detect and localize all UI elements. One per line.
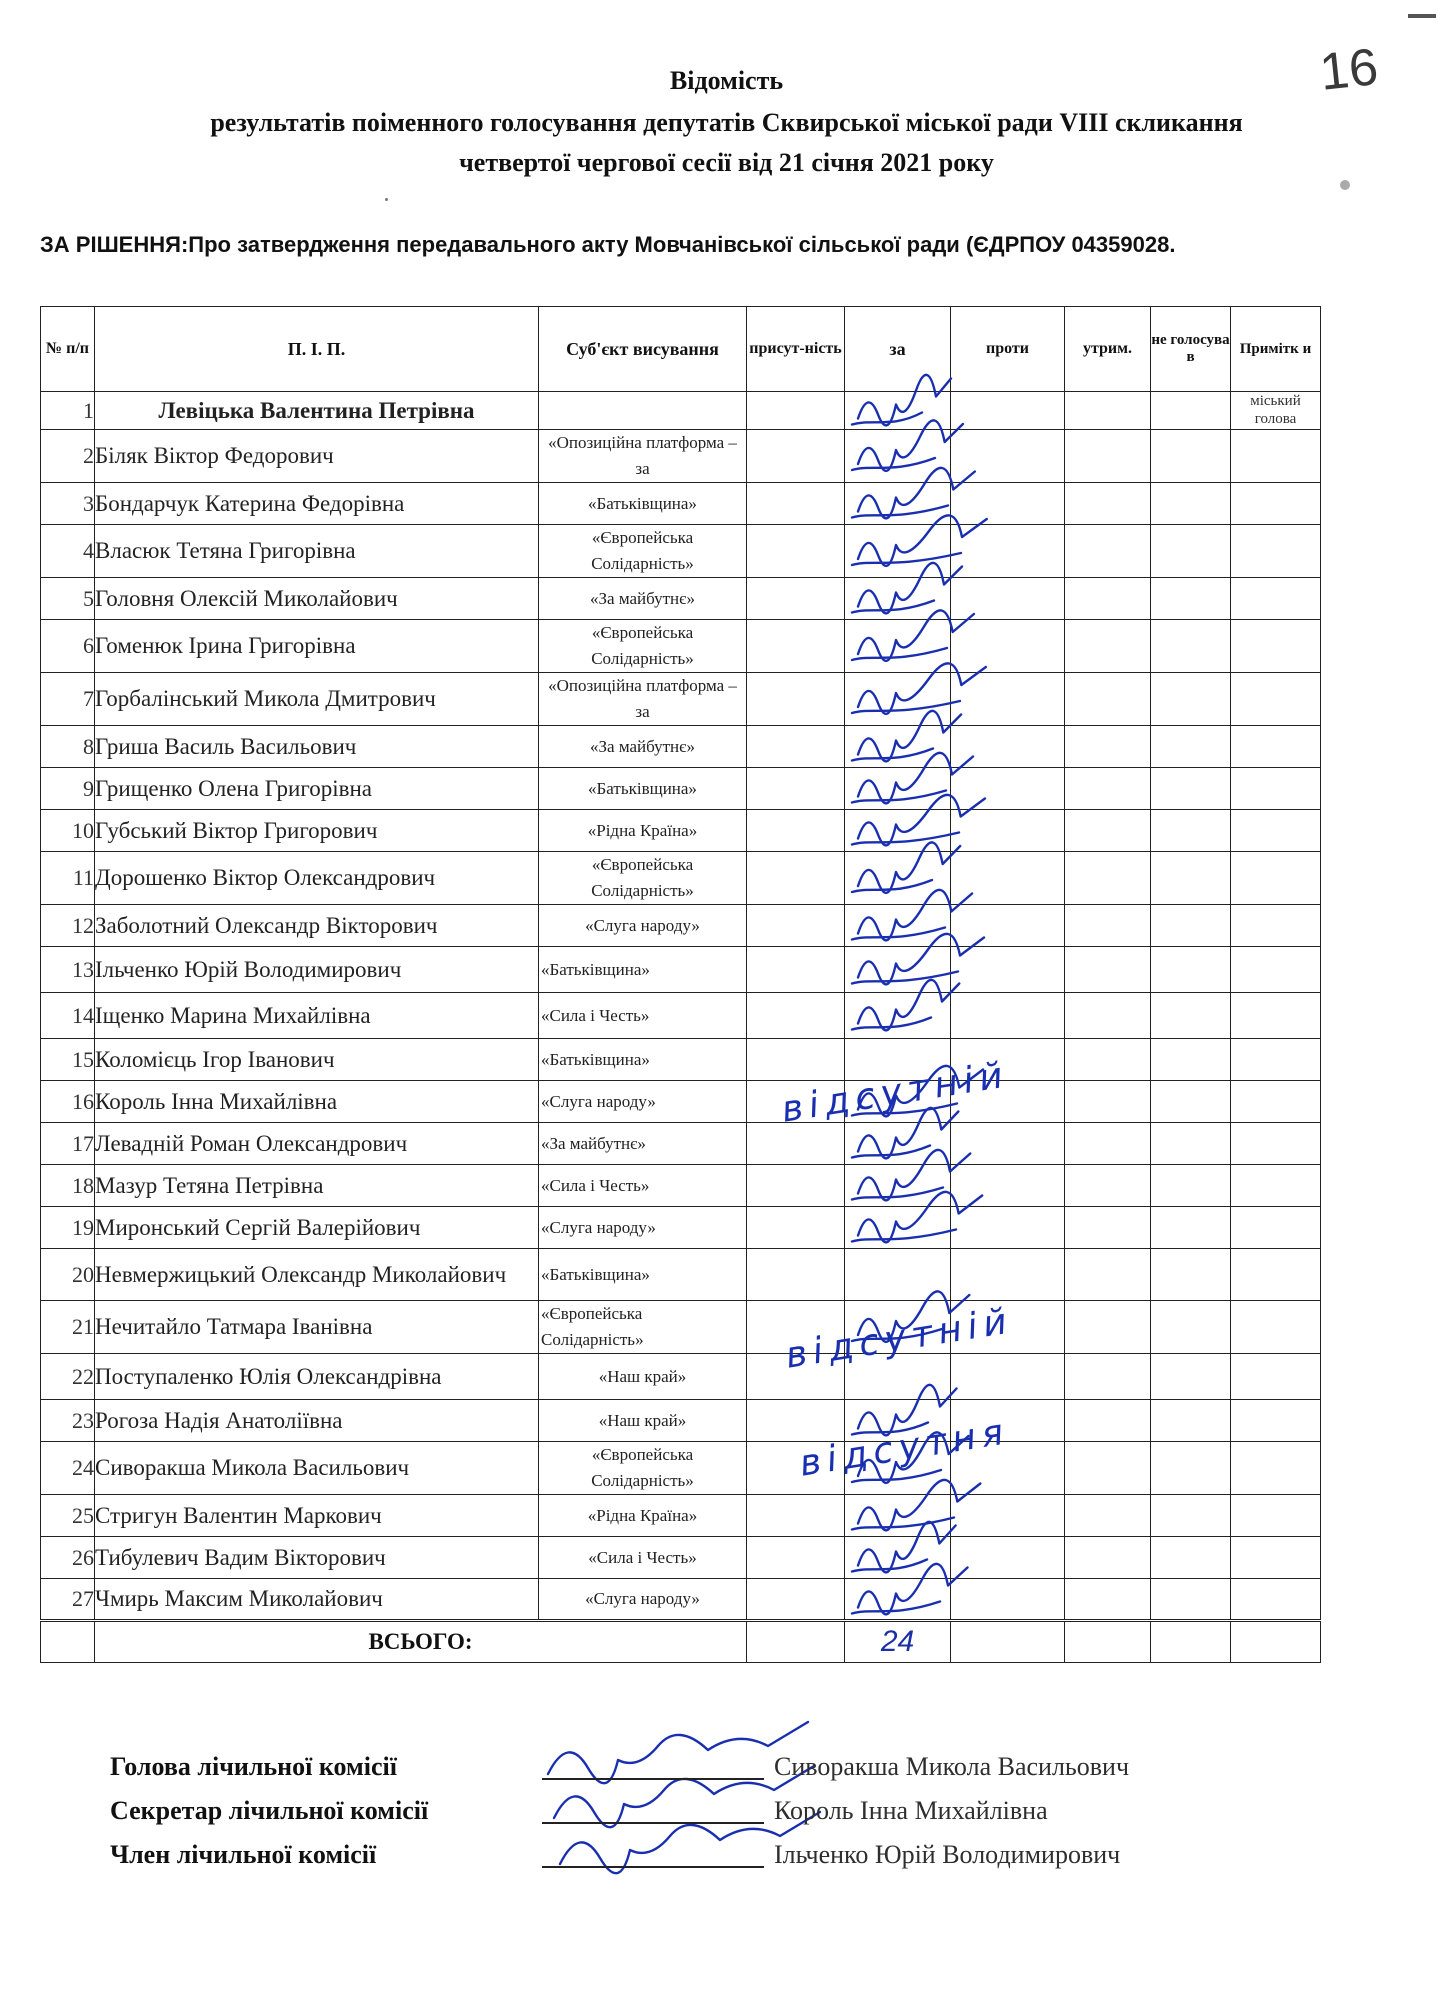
- row-number: 25: [41, 1495, 95, 1537]
- cell-not-voted: [1151, 993, 1231, 1039]
- cell-for: [845, 673, 951, 726]
- cell-present: [747, 1579, 845, 1621]
- cell-note: [1231, 768, 1321, 810]
- table-row: [41, 392, 1321, 430]
- total-label: ВСЬОГО:: [95, 1621, 747, 1663]
- total-row: [41, 1621, 1321, 1663]
- cell-against: [951, 620, 1065, 673]
- cell-note: міський голова: [1231, 392, 1321, 430]
- deputy-name: Заболотний Олександр Вікторович: [95, 905, 539, 947]
- cell-abstain: [1065, 1579, 1151, 1621]
- deputy-name: Нечитайло Татмара Іванівна: [95, 1301, 539, 1354]
- cell-note: [1231, 483, 1321, 525]
- cell-not-voted: [1151, 1537, 1231, 1579]
- nominating-party: «Батьківщина»: [539, 768, 747, 810]
- cell-present: [747, 620, 845, 673]
- cell-for: [845, 1123, 951, 1165]
- row-number: 3: [41, 483, 95, 525]
- deputy-name: Рогоза Надія Анатоліївна: [95, 1400, 539, 1442]
- cell-not-voted: [1151, 1442, 1231, 1495]
- document-subtitle: результатів поіменного голосування депутатів Сквирської міської ради VIII скликання: [210, 108, 1243, 137]
- row-number: 16: [41, 1081, 95, 1123]
- cell-present: [747, 1207, 845, 1249]
- cell-abstain: [1065, 768, 1151, 810]
- cell-abstain: [1065, 1081, 1151, 1123]
- commission-row: [110, 1796, 1410, 1838]
- cell-against: [951, 430, 1065, 483]
- deputy-name: Горбалінський Микола Дмитрович: [95, 673, 539, 726]
- table-row: [41, 810, 1321, 852]
- nominating-party: «Наш край»: [539, 1400, 747, 1442]
- table-row: [41, 1165, 1321, 1207]
- cell-abstain: [1065, 1442, 1151, 1495]
- cell-note: [1231, 1249, 1321, 1301]
- cell-abstain: [1065, 1123, 1151, 1165]
- header-name: П. І. П.: [95, 307, 539, 392]
- deputy-name: Гриша Василь Васильович: [95, 726, 539, 768]
- nominating-party: «Слуга народу»: [539, 1207, 747, 1249]
- cell-against: [951, 1354, 1065, 1400]
- cell-abstain: [1065, 1537, 1151, 1579]
- cell-note: [1231, 852, 1321, 905]
- header-against: проти: [951, 307, 1065, 392]
- deputy-name: Головня Олексій Миколайович: [95, 578, 539, 620]
- cell-note: [1231, 1537, 1321, 1579]
- total-for: 24: [845, 1621, 951, 1663]
- cell-for: [845, 905, 951, 947]
- cell-for: [845, 578, 951, 620]
- cell-note: [1231, 726, 1321, 768]
- cell-for: [845, 1537, 951, 1579]
- nominating-party: «Слуга народу»: [539, 1081, 747, 1123]
- table-header-row: [41, 307, 1321, 392]
- deputy-name: Тибулевич Вадим Вікторович: [95, 1537, 539, 1579]
- cell-abstain: [1065, 392, 1151, 430]
- commission-member-name: Король Інна Михайлівна: [774, 1796, 1048, 1825]
- total-not-voted: [1151, 1621, 1231, 1663]
- cell-for: [845, 768, 951, 810]
- cell-against: [951, 525, 1065, 578]
- cell-not-voted: [1151, 905, 1231, 947]
- deputy-name: Іщенко Марина Михайлівна: [95, 993, 539, 1039]
- header-party: Суб'єкт висування: [539, 307, 747, 392]
- header-num: № п/п: [41, 307, 95, 392]
- header-for: за: [845, 307, 951, 392]
- cell-not-voted: [1151, 430, 1231, 483]
- row-number: 27: [41, 1579, 95, 1621]
- cell-not-voted: [1151, 1039, 1231, 1081]
- cell-not-voted: [1151, 1207, 1231, 1249]
- table-row: [41, 1537, 1321, 1579]
- table-row: [41, 905, 1321, 947]
- total-against: [951, 1621, 1065, 1663]
- cell-against: [951, 673, 1065, 726]
- cell-abstain: [1065, 1249, 1151, 1301]
- cell-against: [951, 1123, 1065, 1165]
- deputy-name: Гоменюк Ірина Григорівна: [95, 620, 539, 673]
- cell-against: [951, 726, 1065, 768]
- cell-abstain: [1065, 1039, 1151, 1081]
- row-number: 7: [41, 673, 95, 726]
- deputy-name: Левадній Роман Олександрович: [95, 1123, 539, 1165]
- decision-text: ЗА РІШЕННЯ:Про затвердження передавального акту Мовчанівської сільської ради (ЄДРПОУ 04359028.: [40, 232, 1176, 257]
- nominating-party: «Рідна Країна»: [539, 1495, 747, 1537]
- row-number: 6: [41, 620, 95, 673]
- cell-note: [1231, 1123, 1321, 1165]
- row-number: 4: [41, 525, 95, 578]
- cell-against: [951, 947, 1065, 993]
- signature-line: [542, 1840, 764, 1868]
- cell-not-voted: [1151, 1301, 1231, 1354]
- cell-abstain: [1065, 947, 1151, 993]
- row-number: 11: [41, 852, 95, 905]
- cell-note: [1231, 1495, 1321, 1537]
- cell-against: [951, 578, 1065, 620]
- row-number: 2: [41, 430, 95, 483]
- header-present: присут-ність: [747, 307, 845, 392]
- cell-against: [951, 1495, 1065, 1537]
- cell-for: [845, 810, 951, 852]
- cell-not-voted: [1151, 392, 1231, 430]
- cell-note: [1231, 1301, 1321, 1354]
- commission-row: [110, 1840, 1410, 1882]
- deputy-name: Мазур Тетяна Петрівна: [95, 1165, 539, 1207]
- table-row: [41, 947, 1321, 993]
- cell-note: [1231, 578, 1321, 620]
- nominating-party: «Батьківщина»: [539, 1249, 747, 1301]
- cell-present: [747, 1537, 845, 1579]
- table-row: [41, 430, 1321, 483]
- nominating-party: «Слуга народу»: [539, 1579, 747, 1621]
- nominating-party: «Європейська Солідарність»: [539, 525, 747, 578]
- cell-present: [747, 1165, 845, 1207]
- cell-present: [747, 392, 845, 430]
- cell-note: [1231, 1039, 1321, 1081]
- cell-note: [1231, 1442, 1321, 1495]
- nominating-party: «Опозиційна платформа – за: [539, 430, 747, 483]
- cell-abstain: [1065, 525, 1151, 578]
- row-number: 17: [41, 1123, 95, 1165]
- cell-not-voted: [1151, 1400, 1231, 1442]
- row-number: 13: [41, 947, 95, 993]
- nominating-party: «Батьківщина»: [539, 1039, 747, 1081]
- cell-not-voted: [1151, 1123, 1231, 1165]
- cell-not-voted: [1151, 726, 1231, 768]
- commission-member-name: Сиворакша Микола Васильович: [774, 1752, 1130, 1781]
- cell-note: [1231, 905, 1321, 947]
- nominating-party: «Європейська Солідарність»: [539, 620, 747, 673]
- table-row: [41, 768, 1321, 810]
- cell-not-voted: [1151, 578, 1231, 620]
- cell-for: [845, 1207, 951, 1249]
- cell-against: [951, 1165, 1065, 1207]
- cell-abstain: [1065, 578, 1151, 620]
- nominating-party: «Слуга народу»: [539, 905, 747, 947]
- cell-note: [1231, 620, 1321, 673]
- cell-for: [845, 525, 951, 578]
- cell-present: [747, 810, 845, 852]
- absent-note-20: відсутній: [782, 1300, 1016, 1377]
- cell-note: [1231, 673, 1321, 726]
- cell-against: [951, 768, 1065, 810]
- cell-present: [747, 430, 845, 483]
- nominating-party: «За майбутнє»: [539, 1123, 747, 1165]
- cell-present: [747, 673, 845, 726]
- cell-present: [747, 993, 845, 1039]
- total-note: [1231, 1621, 1321, 1663]
- cell-abstain: [1065, 430, 1151, 483]
- row-number: 26: [41, 1537, 95, 1579]
- deputy-name: Стригун Валентин Маркович: [95, 1495, 539, 1537]
- total-num: [41, 1621, 95, 1663]
- row-number: 5: [41, 578, 95, 620]
- deputy-name: Король Інна Михайлівна: [95, 1081, 539, 1123]
- nominating-party: «Батьківщина»: [539, 483, 747, 525]
- total-present: [747, 1621, 845, 1663]
- row-number: 15: [41, 1039, 95, 1081]
- table-row: [41, 483, 1321, 525]
- cell-abstain: [1065, 1165, 1151, 1207]
- cell-abstain: [1065, 726, 1151, 768]
- row-number: 23: [41, 1400, 95, 1442]
- table-row: [41, 578, 1321, 620]
- nominating-party: «Наш край»: [539, 1354, 747, 1400]
- cell-for: [845, 1495, 951, 1537]
- cell-not-voted: [1151, 1081, 1231, 1123]
- absent-note-22: відсутня: [796, 1411, 1012, 1485]
- cell-for: [845, 993, 951, 1039]
- row-number: 21: [41, 1301, 95, 1354]
- cell-against: [951, 483, 1065, 525]
- cell-abstain: [1065, 1400, 1151, 1442]
- cell-present: [747, 483, 845, 525]
- deputy-name: Дорошенко Віктор Олександрович: [95, 852, 539, 905]
- cell-abstain: [1065, 993, 1151, 1039]
- nominating-party: «Опозиційна платформа – за: [539, 673, 747, 726]
- cell-not-voted: [1151, 1579, 1231, 1621]
- commission-role: Секретар лічильної комісії: [110, 1796, 429, 1825]
- deputy-name: Чмирь Максим Миколайович: [95, 1579, 539, 1621]
- page-number: 16: [1317, 38, 1381, 102]
- cell-for: [845, 620, 951, 673]
- table-row: [41, 1495, 1321, 1537]
- cell-abstain: [1065, 673, 1151, 726]
- cell-note: [1231, 993, 1321, 1039]
- cell-present: [747, 947, 845, 993]
- cell-present: [747, 726, 845, 768]
- cell-abstain: [1065, 905, 1151, 947]
- cell-not-voted: [1151, 1495, 1231, 1537]
- row-number: 9: [41, 768, 95, 810]
- cell-abstain: [1065, 1207, 1151, 1249]
- cell-for: [845, 852, 951, 905]
- table-row: [41, 1579, 1321, 1621]
- cell-against: [951, 392, 1065, 430]
- table-row: [41, 993, 1321, 1039]
- cell-note: [1231, 810, 1321, 852]
- cell-abstain: [1065, 620, 1151, 673]
- table-row: [41, 1249, 1321, 1301]
- cell-against: [951, 1249, 1065, 1301]
- cell-not-voted: [1151, 620, 1231, 673]
- table-row: [41, 852, 1321, 905]
- absent-note-15: відсутній: [778, 1054, 1012, 1131]
- cell-for: [845, 726, 951, 768]
- cell-note: [1231, 1081, 1321, 1123]
- table-row: [41, 1442, 1321, 1495]
- cell-note: [1231, 1207, 1321, 1249]
- deputy-name: Левіцька Валентина Петрівна: [95, 392, 539, 430]
- cell-for: [845, 483, 951, 525]
- header-notes: Примітк и: [1231, 307, 1321, 392]
- deputy-name: Сиворакша Микола Васильович: [95, 1442, 539, 1495]
- voting-table: [40, 306, 1321, 1663]
- cell-present: [747, 905, 845, 947]
- nominating-party: «Європейська Солідарність»: [539, 1301, 747, 1354]
- signature-line: [542, 1752, 764, 1780]
- nominating-party: «Сила і Честь»: [539, 993, 747, 1039]
- cell-not-voted: [1151, 947, 1231, 993]
- cell-for: [845, 1165, 951, 1207]
- cell-not-voted: [1151, 1165, 1231, 1207]
- cell-against: [951, 1207, 1065, 1249]
- cell-present: [747, 852, 845, 905]
- cell-not-voted: [1151, 810, 1231, 852]
- cell-not-voted: [1151, 1354, 1231, 1400]
- deputy-name: Губський Віктор Григорович: [95, 810, 539, 852]
- deputy-name: Біляк Віктор Федорович: [95, 430, 539, 483]
- nominating-party: «Сила і Честь»: [539, 1537, 747, 1579]
- table-row: [41, 525, 1321, 578]
- total-abstain: [1065, 1621, 1151, 1663]
- deputy-name: Грищенко Олена Григорівна: [95, 768, 539, 810]
- row-number: 12: [41, 905, 95, 947]
- cell-present: [747, 1495, 845, 1537]
- cell-note: [1231, 947, 1321, 993]
- header-not-voted: не голосува в: [1151, 307, 1231, 392]
- commission-role: Член лічильної комісії: [110, 1840, 377, 1869]
- commission-row: [110, 1752, 1410, 1794]
- table-row: [41, 1039, 1321, 1081]
- cell-note: [1231, 430, 1321, 483]
- cell-present: [747, 525, 845, 578]
- cell-against: [951, 1537, 1065, 1579]
- row-number: 1: [41, 392, 95, 430]
- nominating-party: «За майбутнє»: [539, 726, 747, 768]
- cell-abstain: [1065, 483, 1151, 525]
- cell-abstain: [1065, 1354, 1151, 1400]
- cell-against: [951, 810, 1065, 852]
- table-row: [41, 726, 1321, 768]
- cell-not-voted: [1151, 525, 1231, 578]
- corner-mark: [1408, 14, 1436, 18]
- cell-for: [845, 1579, 951, 1621]
- cell-not-voted: [1151, 1249, 1231, 1301]
- row-number: 24: [41, 1442, 95, 1495]
- row-number: 14: [41, 993, 95, 1039]
- deputy-name: Коломієць Ігор Іванович: [95, 1039, 539, 1081]
- row-number: 20: [41, 1249, 95, 1301]
- row-number: 8: [41, 726, 95, 768]
- cell-not-voted: [1151, 673, 1231, 726]
- cell-against: [951, 852, 1065, 905]
- deputy-name: Миронський Сергій Валерійович: [95, 1207, 539, 1249]
- deputy-name: Бондарчук Катерина Федорівна: [95, 483, 539, 525]
- deputy-name: Власюк Тетяна Григорівна: [95, 525, 539, 578]
- cell-against: [951, 905, 1065, 947]
- cell-present: [747, 1249, 845, 1301]
- table-row: [41, 1081, 1321, 1123]
- table-row: [41, 1354, 1321, 1400]
- cell-present: [747, 768, 845, 810]
- row-number: 18: [41, 1165, 95, 1207]
- nominating-party: «Європейська Солідарність»: [539, 852, 747, 905]
- nominating-party: «Рідна Країна»: [539, 810, 747, 852]
- scan-speck: [385, 198, 388, 201]
- nominating-party: «Батьківщина»: [539, 947, 747, 993]
- cell-for: [845, 430, 951, 483]
- signature-line: [542, 1796, 764, 1824]
- session-date: четвертої чергової сесії від 21 січня 2021 року: [459, 148, 994, 177]
- cell-against: [951, 1579, 1065, 1621]
- table-row: [41, 1123, 1321, 1165]
- cell-note: [1231, 1354, 1321, 1400]
- row-number: 19: [41, 1207, 95, 1249]
- cell-for: [845, 1249, 951, 1301]
- cell-abstain: [1065, 1495, 1151, 1537]
- nominating-party: «Європейська Солідарність»: [539, 1442, 747, 1495]
- commission-role: Голова лічильної комісії: [110, 1752, 397, 1781]
- cell-against: [951, 993, 1065, 1039]
- table-row: [41, 1400, 1321, 1442]
- nominating-party: «Сила і Честь»: [539, 1165, 747, 1207]
- cell-present: [747, 1039, 845, 1081]
- cell-present: [747, 578, 845, 620]
- cell-abstain: [1065, 852, 1151, 905]
- cell-not-voted: [1151, 768, 1231, 810]
- row-number: 10: [41, 810, 95, 852]
- table-row: [41, 673, 1321, 726]
- cell-not-voted: [1151, 483, 1231, 525]
- cell-note: [1231, 1165, 1321, 1207]
- document-title: Відомість: [669, 66, 784, 95]
- cell-note: [1231, 1400, 1321, 1442]
- cell-for: [845, 947, 951, 993]
- row-number: 22: [41, 1354, 95, 1400]
- deputy-name: Невмержицький Олександр Миколайович: [95, 1249, 539, 1301]
- nominating-party: [539, 392, 747, 430]
- cell-abstain: [1065, 1301, 1151, 1354]
- table-row: [41, 1301, 1321, 1354]
- deputy-name: Ільченко Юрій Володимирович: [95, 947, 539, 993]
- table-row: [41, 620, 1321, 673]
- cell-abstain: [1065, 810, 1151, 852]
- cell-present: [747, 1400, 845, 1442]
- commission-member-name: Ільченко Юрій Володимирович: [774, 1840, 1121, 1869]
- cell-not-voted: [1151, 852, 1231, 905]
- header-abstain: утрим.: [1065, 307, 1151, 392]
- table-row: [41, 1207, 1321, 1249]
- deputy-name: Поступаленко Юлія Олександрівна: [95, 1354, 539, 1400]
- cell-note: [1231, 525, 1321, 578]
- nominating-party: «За майбутнє»: [539, 578, 747, 620]
- cell-for: [845, 392, 951, 430]
- cell-note: [1231, 1579, 1321, 1621]
